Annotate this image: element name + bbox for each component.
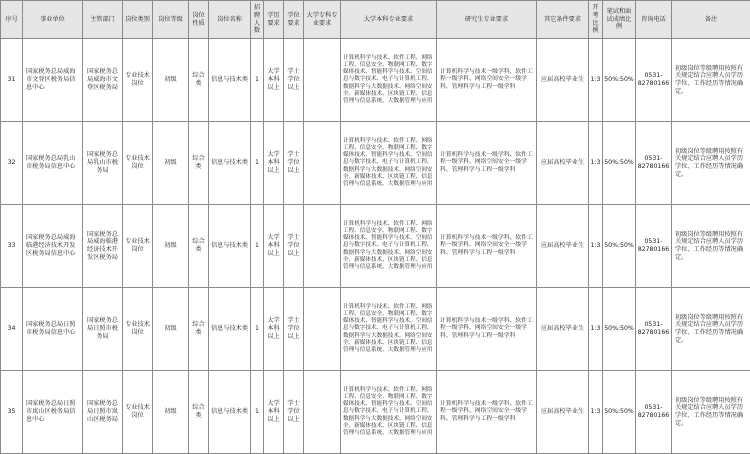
table-row (1, 371, 750, 454)
category-cell: 专业技术岗位 (123, 288, 153, 371)
college-major-cell (304, 122, 341, 205)
level-cell: 初级 (153, 205, 189, 288)
header-cell: 研究生专业要求 (437, 1, 537, 39)
header-cell: 大学本科专业要求 (341, 1, 437, 39)
count-cell: 1 (251, 288, 264, 371)
grad-major-cell: 计算机科学与技术一级学科、软件工程一级学科、网络空间安全一级学科、管理科学与工程一级学科 (437, 288, 537, 371)
level-cell: 初级 (153, 39, 189, 122)
phone-cell: 0531-82780166 (636, 288, 672, 371)
score-cell: 50%:50% (603, 122, 636, 205)
unit-cell: 国家税务总局威海市文登区税务局信息中心 (23, 39, 83, 122)
other-cell: 应届高校毕业生 (537, 205, 589, 288)
ratio-cell: 1:3 (589, 205, 603, 288)
category-cell: 专业技术岗位 (123, 371, 153, 454)
note-cell: 初级岗位等级聘用按照有关规定结合应聘人员学历学位、工作经历等情况确定。 (672, 288, 750, 371)
other-cell: 应届高校毕业生 (537, 39, 589, 122)
score-cell: 50%:50% (603, 371, 636, 454)
degree-cell: 学士学位以上 (284, 122, 304, 205)
level-cell: 初级 (153, 288, 189, 371)
edu-cell: 大学本科以上 (264, 39, 284, 122)
header-cell: 大学专科专业要求 (304, 1, 341, 39)
note-cell: 初级岗位等级聘用按照有关规定结合应聘人员学历学位、工作经历等情况确定。 (672, 205, 750, 288)
nature-cell: 综合类 (189, 122, 209, 205)
unit-cell: 国家税务总局乳山市税务局信息中心 (23, 122, 83, 205)
level-cell: 初级 (153, 122, 189, 205)
header-cell: 岗位性质 (189, 1, 209, 39)
major-cell: 计算机科学与技术、软件工程、网络工程、信息安全、物联网工程、数字媒体技术、智能科学与技术、空间信息与数字技术、电子与计算机工程、数据科学与大数据技术、网络空间安全、新媒体技术、区块链工程、信息管理与信息系统、大数据管理与应用 (341, 288, 437, 371)
header-cell: 咨询电话 (636, 1, 672, 39)
edu-cell: 大学本科以上 (264, 371, 284, 454)
other-cell: 应届高校毕业生 (537, 288, 589, 371)
degree-cell: 学士学位以上 (284, 205, 304, 288)
unit-cell: 国家税务总局威海临港经济技术开发区税务局信息中心 (23, 205, 83, 288)
major-cell: 计算机科学与技术、软件工程、网络工程、信息安全、物联网工程、数字媒体技术、智能科学与技术、空间信息与数字技术、电子与计算机工程、数据科学与大数据技术、网络空间安全、新媒体技术、区块链工程、信息管理与信息系统、大数据管理与应用 (341, 371, 437, 454)
major-cell: 计算机科学与技术、软件工程、网络工程、信息安全、物联网工程、数字媒体技术、智能科学与技术、空间信息与数字技术、电子与计算机工程、数据科学与大数据技术、网络空间安全、新媒体技术、区块链工程、信息管理与信息系统、大数据管理与应用 (341, 122, 437, 205)
note-cell: 初级岗位等级聘用按照有关规定结合应聘人员学历学位、工作经历等情况确定。 (672, 122, 750, 205)
header-cell: 笔试和面试成绩比例 (603, 1, 636, 39)
header-cell: 其它条件要求 (537, 1, 589, 39)
header-row (1, 1, 750, 39)
grad-major-cell: 计算机科学与技术一级学科、软件工程一级学科、网络空间安全一级学科、管理科学与工程一级学科 (437, 122, 537, 205)
dept-cell: 国家税务总局威海临港经济技术开发区税务局 (83, 205, 123, 288)
unit-cell: 国家税务总局日照市岚山区税务局信息中心 (23, 371, 83, 454)
college-major-cell (304, 205, 341, 288)
post-cell: 信息与技术类 (209, 288, 251, 371)
header-cell: 学历要求 (264, 1, 284, 39)
row-number: 35 (1, 371, 23, 454)
major-cell: 计算机科学与技术、软件工程、网络工程、信息安全、物联网工程、数字媒体技术、智能科学与技术、空间信息与数字技术、电子与计算机工程、数据科学与大数据技术、网络空间安全、新媒体技术、区块链工程、信息管理与信息系统、大数据管理与应用 (341, 205, 437, 288)
category-cell: 专业技术岗位 (123, 122, 153, 205)
score-cell: 50%:50% (603, 39, 636, 122)
degree-cell: 学士学位以上 (284, 39, 304, 122)
row-number: 34 (1, 288, 23, 371)
row-number: 32 (1, 122, 23, 205)
header-cell: 学位要求 (284, 1, 304, 39)
note-cell: 初级岗位等级聘用按照有关规定结合应聘人员学历学位、工作经历等情况确定。 (672, 39, 750, 122)
post-cell: 信息与技术类 (209, 39, 251, 122)
other-cell: 应届高校毕业生 (537, 371, 589, 454)
ratio-cell: 1:3 (589, 371, 603, 454)
edu-cell: 大学本科以上 (264, 205, 284, 288)
post-cell: 信息与技术类 (209, 371, 251, 454)
nature-cell: 综合类 (189, 205, 209, 288)
post-cell: 信息与技术类 (209, 205, 251, 288)
major-cell: 计算机科学与技术、软件工程、网络工程、信息安全、物联网工程、数字媒体技术、智能科学与技术、空间信息与数字技术、电子与计算机工程、数据科学与大数据技术、网络空间安全、新媒体技术、区块链工程、信息管理与信息系统、大数据管理与应用 (341, 39, 437, 122)
level-cell: 初级 (153, 371, 189, 454)
phone-cell: 0531-82780166 (636, 39, 672, 122)
unit-cell: 国家税务总局日照市税务局信息中心 (23, 288, 83, 371)
degree-cell: 学士学位以上 (284, 288, 304, 371)
ratio-cell: 1:3 (589, 122, 603, 205)
count-cell: 1 (251, 122, 264, 205)
note-cell: 初级岗位等级聘用按照有关规定结合应聘人员学历学位、工作经历等情况确定。 (672, 371, 750, 454)
nature-cell: 综合类 (189, 371, 209, 454)
dept-cell: 国家税务总局日照市税务局 (83, 288, 123, 371)
header-cell: 事业单位 (23, 1, 83, 39)
category-cell: 专业技术岗位 (123, 39, 153, 122)
header-cell: 岗位等级 (153, 1, 189, 39)
college-major-cell (304, 371, 341, 454)
table-row (1, 288, 750, 371)
score-cell: 50%:50% (603, 205, 636, 288)
header-cell: 主管部门 (83, 1, 123, 39)
nature-cell: 综合类 (189, 39, 209, 122)
ratio-cell: 1:3 (589, 288, 603, 371)
header-cell: 备注 (672, 1, 750, 39)
phone-cell: 0531-82780166 (636, 371, 672, 454)
dept-cell: 国家税务总局乳山市税务局 (83, 122, 123, 205)
college-major-cell (304, 39, 341, 122)
row-number: 31 (1, 39, 23, 122)
header-cell: 序号 (1, 1, 23, 39)
category-cell: 专业技术岗位 (123, 205, 153, 288)
count-cell: 1 (251, 371, 264, 454)
table-row (1, 39, 750, 122)
header-cell: 开考比例 (589, 1, 603, 39)
edu-cell: 大学本科以上 (264, 288, 284, 371)
header-cell: 岗位名称 (209, 1, 251, 39)
score-cell: 50%:50% (603, 288, 636, 371)
degree-cell: 学士学位以上 (284, 371, 304, 454)
table-row (1, 205, 750, 288)
post-cell: 信息与技术类 (209, 122, 251, 205)
college-major-cell (304, 288, 341, 371)
header-cell: 招聘人数 (251, 1, 264, 39)
edu-cell: 大学本科以上 (264, 122, 284, 205)
count-cell: 1 (251, 39, 264, 122)
ratio-cell: 1:3 (589, 39, 603, 122)
grad-major-cell: 计算机科学与技术一级学科、软件工程一级学科、网络空间安全一级学科、管理科学与工程一级学科 (437, 205, 537, 288)
count-cell: 1 (251, 205, 264, 288)
grad-major-cell: 计算机科学与技术一级学科、软件工程一级学科、网络空间安全一级学科、管理科学与工程一级学科 (437, 39, 537, 122)
dept-cell: 国家税务总局威海市文登区税务局 (83, 39, 123, 122)
dept-cell: 国家税务总局日照市岚山区税务局 (83, 371, 123, 454)
grad-major-cell: 计算机科学与技术一级学科、软件工程一级学科、网络空间安全一级学科、管理科学与工程一级学科 (437, 371, 537, 454)
other-cell: 应届高校毕业生 (537, 122, 589, 205)
row-number: 33 (1, 205, 23, 288)
nature-cell: 综合类 (189, 288, 209, 371)
phone-cell: 0531-82780166 (636, 122, 672, 205)
phone-cell: 0531-82780166 (636, 205, 672, 288)
header-cell: 岗位类别 (123, 1, 153, 39)
table-row (1, 122, 750, 205)
